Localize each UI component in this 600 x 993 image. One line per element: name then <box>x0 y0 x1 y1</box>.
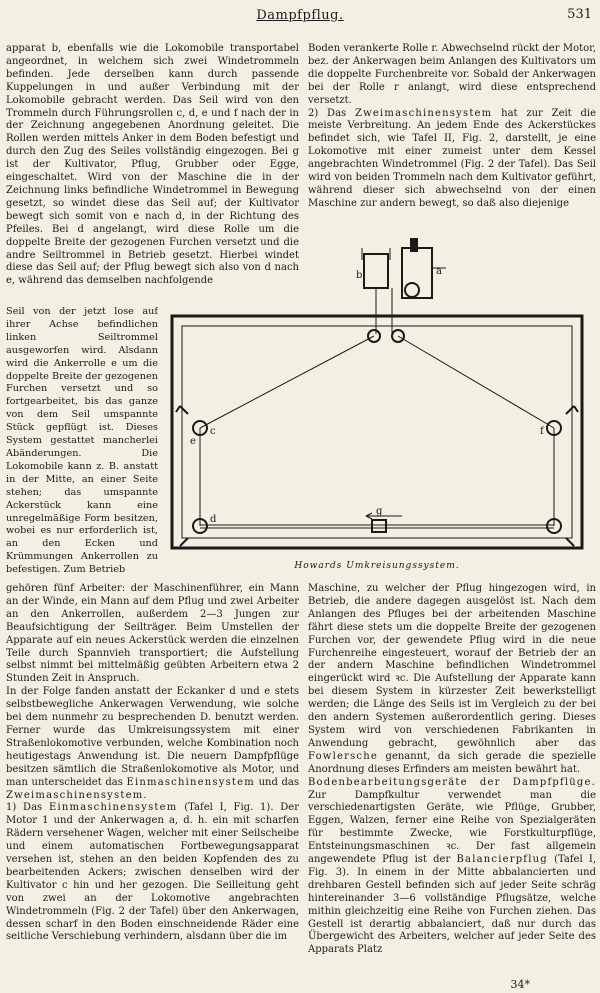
cultivator-g <box>372 520 386 532</box>
paragraph: Boden verankerte Rolle r. Abwechselnd rückt der Motor, bez. der Ankerwagen beim Anlangen des Kultivators um die doppelte Furchenbreite vor. Sobald der Ankerwagen bei der Rolle r anlangt, wird diese entsprechend versetzt. <box>308 43 596 106</box>
winding-apparatus-drawing <box>362 248 392 334</box>
label-b: b <box>356 270 363 281</box>
left-column-bottom <box>6 583 299 987</box>
right-column-top <box>308 43 596 221</box>
page-header <box>0 4 600 28</box>
label-e: e <box>190 436 196 447</box>
term-balancierpflug: Balancierpflug <box>456 854 548 866</box>
paragraph: 2) Das Zweimaschinensystem hat zur Zeit die meiste Verbreitung. An jedem Ende des Ackerstückes befindet sich, wie Tafel II, Fig. 2, darstellt, je eine Lokomotive mit einer zumeist unter dem Kessel angebrachten Windetrommel (Fig. 2 der Tafel). Das Seil wird von beiden Trommeln nach dem Kultivator geführt, während dieser sich abwechselnd von der einen Maschine zur andern bewegt, so daß also diejenige <box>308 107 596 209</box>
section-heading: Bodenbearbeitungsgeräte der Dampfpflüge. <box>308 776 596 788</box>
label-g: g <box>376 506 383 517</box>
figure-drawing <box>166 238 588 560</box>
paragraph: gehören fünf Arbeiter: der Maschinenführer, ein Mann an der Winde, ein Mann auf dem Pflug und zwei Arbeiter an den Ankerrollen, außerdem 2—3 Jungen zur Beaufsichtigung der Seilträger. Beim Umstellen der Apparate auf ein neues Ackerstück werden die einzelnen Teile durch Spannvieh transportiert; die Aufstellung selbst nimmt bei mittelmäßig geübten Arbeitern etwa 2 Stunden Zeit in Anspruch. <box>6 583 299 685</box>
anchor-right-bottom <box>566 538 574 546</box>
figure-howard-system <box>166 238 588 580</box>
paragraph: Seil von der jetzt lose auf ihrer Achse befindlichen linken Seiltrommel ausgeworfen wird. Alsdann wird die Ankerrolle e um die doppelte Breite der gezogenen Furchen versetzt und so fortgearbeitet, bis das ganze von dem Seil umspannte Stück gepflügt ist. Dieses System gestattet mancherlei Abänderungen. Die Lokomobile kann z. B. anstatt in der Mitte, an einer Seite stehen; das umspannte Ackerstück kann eine unregelmäßige Form besitzen, wobei es nur erforderlich ist, an den Ecken und Krümmungen Ankerrollen zu befestigen. Zum Betrieb <box>6 306 158 576</box>
running-title: Dampfpflug. <box>256 8 344 23</box>
label-c: c <box>210 426 216 437</box>
term-fowlersche: Fowlersche <box>308 750 378 762</box>
anchor-d <box>180 538 188 546</box>
term-zweimaschinensystem: Zweimaschinensystem. <box>6 789 148 801</box>
paragraph: Bodenbearbeitungsgeräte der Dampfpflüge. Zur Dampfkultur verwendet man die verschiedenartigsten Geräte, wie Pflüge, Grubber, Eggen, Walzen, ferner eine Reihe von Spezialgeräten für bestimmte Zwecke, wie Forstkulturpflüge, Entsteinungsmaschinen ꝛc. Der fast allgemein angewendete Pflug ist der Balancierpflug (Tafel I, Fig. 3). In einem in der Mitte abbalancierten und drehbaren Gestell befinden sich auf jeder Seite schräg hintereinander 3—6 vollständige Pflugsätze, welche mithin gleichzeitig eine Reihe von Furchen ziehen. Das Gestell ist derartig abbalanciert, daß nur durch das Übergewicht des Arbeiters, welcher auf jeder Seite des Apparats Platz <box>308 776 596 956</box>
term-zweimaschinensystem: Zweimaschinensystem <box>354 107 493 119</box>
paragraph: 1) Das Einmaschinensystem (Tafel I, Fig. 1). Der Motor 1 und der Ankerwagen a, d. h. ein mit scharfen Rädern versehener Wagen, welcher mit einer Seilscheibe und einem automatischen Fortbewegungsapparat versehen ist, stehen an den beiden Kopfenden des zu bearbeitenden Ackers; zwischen denselben wird der Kultivator c hin und her gezogen. Die Seilleitung geht von zwei an der Lokomotive angebrachten Windetrommeln (Fig. 2 der Tafel) über den Ankerwagen, dessen scharf in den Boden einschneidende Räder eine seitliche Verschiebung verhindern, alsdann über die im <box>6 802 299 943</box>
cable <box>200 336 374 428</box>
label-d: d <box>210 514 217 525</box>
label-a: a <box>436 266 442 277</box>
paragraph: In der Folge fanden anstatt der Eckanker d und e stets selbstbewegliche Ankerwagen Verwendung, wie solche bei dem nunmehr zu besprechenden D. benutzt werden. Ferner wurde das Umkreisungssystem mit einer Straßenlokomotive verbunden, welche Kombination noch heutigestags Anwendung ist. Die neuern Dampfpflüge besitzen sämtlich die Straßenlokomotive als Motor, und man unterscheidet das Einmaschinensystem und das Zweimaschinensystem. <box>6 686 299 801</box>
page-number: 531 <box>567 7 592 22</box>
figure-caption: Howards Umkreisungssystem. <box>294 561 460 571</box>
page-signature: 34* <box>510 978 530 991</box>
term-einmaschinensystem: Einmaschinensystem <box>126 776 255 788</box>
label-f: f <box>540 426 544 437</box>
paragraph: Maschine, zu welcher der Pflug hingezogen wird, in Betrieb, die andere dagegen ausgelöst ist. Nach dem Anlangen des Pfluges bei der arbeitenden Maschine fährt diese stets um die doppelte Breite der gezogenen Furchen vor, der gewendete Pflug wird in die neue Furchenreihe eingesteuert, worauf der Betrieb der an der andern Maschine befindlichen Windetrommel eingerückt wird ꝛc. Die Aufstellung der Apparate kann bei diesem System in kürzester Zeit bewerkstelligt werden; die Länge des Seils ist im Vergleich zu der bei den andern Systemen außerordentlich gering. Dieses System wird von verschiedenen Fabrikanten in Anwendung gebracht, gewöhnlich aber das Fowlersche genannt, da sich gerade die spezielle Anordnung dieses Erfinders am meisten bewährt hat. <box>308 583 596 775</box>
cable <box>398 336 554 428</box>
left-column-narrow <box>6 306 158 590</box>
paragraph: apparat b, ebenfalls wie die Lokomobile transportabel angeordnet, in welchem sich zwei Windetrommeln befinden. Jede derselben kann durch passende Kuppelungen in und außer Verbindung mit der Lokomobile gebracht werden. Das Seil wird von den Trommeln durch Führungsrollen c, d, e und f nach der in der Zeichnung angegebenen Anordnung geleitet. Die Rollen werden mittels Anker in dem Boden befestigt und durch den Zug des Seiles vollständig eingezogen. Bei g ist der Kultivator, Pflug, Grubber oder Egge, eingeschaltet. Wird von der Maschine die in der Zeichnung links befindliche Windetrommel in Bewegung gesetzt, so windet diese das Seil auf; der Kultivator bewegt sich somit von e nach d, in der Richtung des Pfeiles. Bei d angelangt, wird diese Rolle um die doppelte Breite der gezogenen Furchen versetzt und die andre Seiltrommel in Betrieb gesetzt. Hierbei windet diese das Seil auf; der Pflug bewegt sich also von d nach e, während das demselben nachfolgende <box>6 43 299 287</box>
right-column-bottom <box>308 583 596 977</box>
term-einmaschinensystem: Einmaschinensystem <box>48 802 178 814</box>
